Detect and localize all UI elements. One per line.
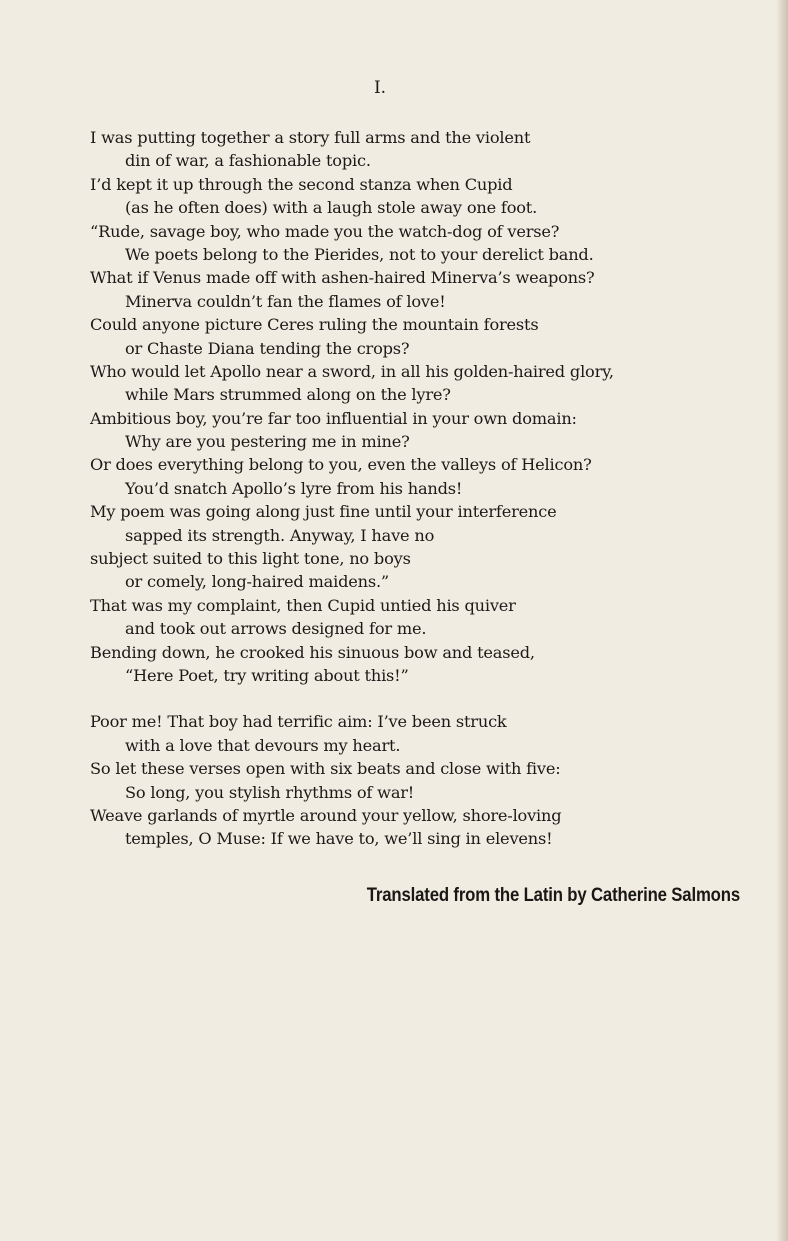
poem-line: Ambitious boy, you’re far too influential in your own domain: xyxy=(90,408,577,428)
poem-line: Who would let Apollo near a sword, in all his golden-haired glory, xyxy=(90,361,614,381)
poem-line: sapped its strength. Anyway, I have no xyxy=(125,525,435,545)
poem-line: Why are you pestering me in mine? xyxy=(125,432,410,452)
poem-line: I was putting together a story full arms and the violent xyxy=(90,128,531,147)
poem-line: “Here Poet, try writing about this!” xyxy=(125,665,409,685)
poem-line: or comely, long-haired maidens.” xyxy=(125,572,389,592)
poem-line: subject suited to this light tone, no boys xyxy=(90,549,411,569)
poem-line: Could anyone picture Ceres ruling the mountain forests xyxy=(90,315,539,335)
poem-line: with a love that devours my heart. xyxy=(125,735,401,755)
poem-line: din of war, a fashionable topic. xyxy=(125,151,371,171)
poem-line: and took out arrows designed for me. xyxy=(125,619,427,639)
page-edge xyxy=(776,0,788,1241)
poem-line: That was my complaint, then Cupid untied his quiver xyxy=(90,595,516,615)
poem-line: or Chaste Diana tending the crops? xyxy=(125,338,410,358)
poem-line: temples, O Muse: If we have to, we’ll sing in elevens! xyxy=(125,829,553,849)
poem-line: (as he often does) with a laugh stole away one foot. xyxy=(125,198,538,218)
poem-line: You’d snatch Apollo’s lyre from his hands! xyxy=(125,478,463,498)
section-numeral: I. xyxy=(373,78,387,98)
poem-line: I’d kept it up through the second stanza when Cupid xyxy=(90,174,513,194)
translator-credit: Translated from the Latin by Catherine Salmons xyxy=(366,884,740,906)
poem-line: Bending down, he crooked his sinuous bow and teased, xyxy=(90,642,535,662)
poem-line: Or does everything belong to you, even the valleys of Helicon? xyxy=(90,455,592,475)
poem-body xyxy=(90,126,730,851)
poem-line: “Rude, savage boy, who made you the watch-dog of verse? xyxy=(90,221,560,241)
poem-line: So long, you stylish rhythms of war! xyxy=(125,782,415,802)
poem-line: We poets belong to the Pierides, not to your derelict band. xyxy=(125,244,594,264)
poem-line: So let these verses open with six beats and close with five: xyxy=(90,759,561,779)
stanza xyxy=(90,126,730,687)
poem-line: while Mars strummed along on the lyre? xyxy=(125,385,451,405)
stanza xyxy=(90,710,730,850)
poem-line: Minerva couldn’t fan the flames of love! xyxy=(125,291,446,311)
poem-line: Weave garlands of myrtle around your yellow, shore-loving xyxy=(90,805,562,825)
poem-line: What if Venus made off with ashen-haired Minerva’s weapons? xyxy=(90,268,595,288)
poem-line: My poem was going along just fine until your interference xyxy=(90,502,557,522)
poem-line: Poor me! That boy had terrific aim: I’ve been struck xyxy=(90,712,507,732)
